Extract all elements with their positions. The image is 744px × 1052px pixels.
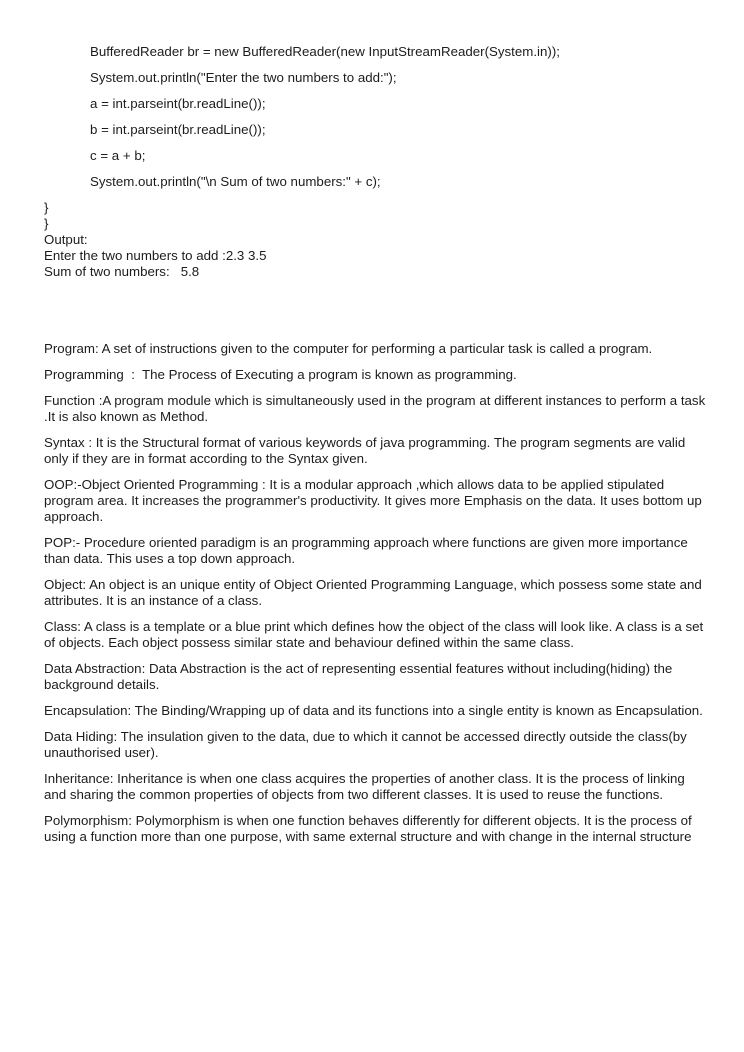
- definition-data-abstraction: Data Abstraction: Data Abstraction is the act of representing essential features without including(hiding) the background details.: [44, 661, 676, 692]
- definition-encapsulation: Encapsulation: The Binding/Wrapping up of data and its functions into a single entity is known as Encapsulation.: [44, 703, 703, 718]
- output-label: Output:: [44, 232, 88, 247]
- code-line: BufferedReader br = new BufferedReader(new InputStreamReader(System.in));: [90, 44, 560, 59]
- definition-data-hiding: Data Hiding: The insulation given to the data, due to which it cannot be accessed directly outside the class(by unauthorised user).: [44, 729, 691, 760]
- definition-program: Program: A set of instructions given to the computer for performing a particular task is called a program.: [44, 341, 653, 356]
- definition-oop: OOP:-Object Oriented Programming : It is a modular approach ,which allows data to be applied stipulated program area. It increases the programmer's productivity. It gives more Emphasis on the data. It uses bottom up approach.: [44, 477, 706, 524]
- closing-brace: }: [44, 216, 49, 231]
- code-line: System.out.println("Enter the two numbers to add:");: [90, 70, 397, 85]
- code-line: b = int.parseint(br.readLine());: [90, 122, 266, 137]
- program-output-block: [44, 232, 708, 280]
- code-line: System.out.println("\n Sum of two numbers:" + c);: [90, 174, 381, 189]
- closing-brace: }: [44, 200, 49, 215]
- output-line: Enter the two numbers to add :2.3 3.5: [44, 248, 267, 263]
- definition-class: Class: A class is a template or a blue print which defines how the object of the class will look like. A class is a set of objects. Each object possess similar state and behaviour defined within the same class.: [44, 619, 707, 650]
- code-line: a = int.parseint(br.readLine());: [90, 96, 266, 111]
- definition-pop: POP:- Procedure oriented paradigm is an programming approach where functions are given more importance than data. This uses a top down approach.: [44, 535, 692, 566]
- output-line: Sum of two numbers: 5.8: [44, 264, 200, 279]
- definition-polymorphism: Polymorphism: Polymorphism is when one function behaves differently for different objects. It is the process of using a function more than one purpose, with same external structure and with change in the internal structure: [44, 813, 696, 844]
- definition-function: Function :A program module which is simultaneously used in the program at different instances to perform a task .It is also known as Method.: [44, 393, 709, 424]
- definition-programming: Programming : The Process of Executing a program is known as programming.: [44, 367, 517, 382]
- definition-syntax: Syntax : It is the Structural format of various keywords of java programming. The program segments are valid only if they are in format according to the Syntax given.: [44, 435, 689, 466]
- code-line: c = a + b;: [90, 148, 146, 163]
- java-code-block: [44, 44, 708, 190]
- definitions-section: [44, 341, 708, 845]
- definition-object: Object: An object is an unique entity of Object Oriented Programming Language, which possess some state and attributes. It is an instance of a class.: [44, 577, 706, 608]
- definition-inheritance: Inheritance: Inheritance is when one class acquires the properties of another class. It is the process of linking and sharing the common properties of objects from two different classes. It is used to reuse the functions.: [44, 771, 689, 802]
